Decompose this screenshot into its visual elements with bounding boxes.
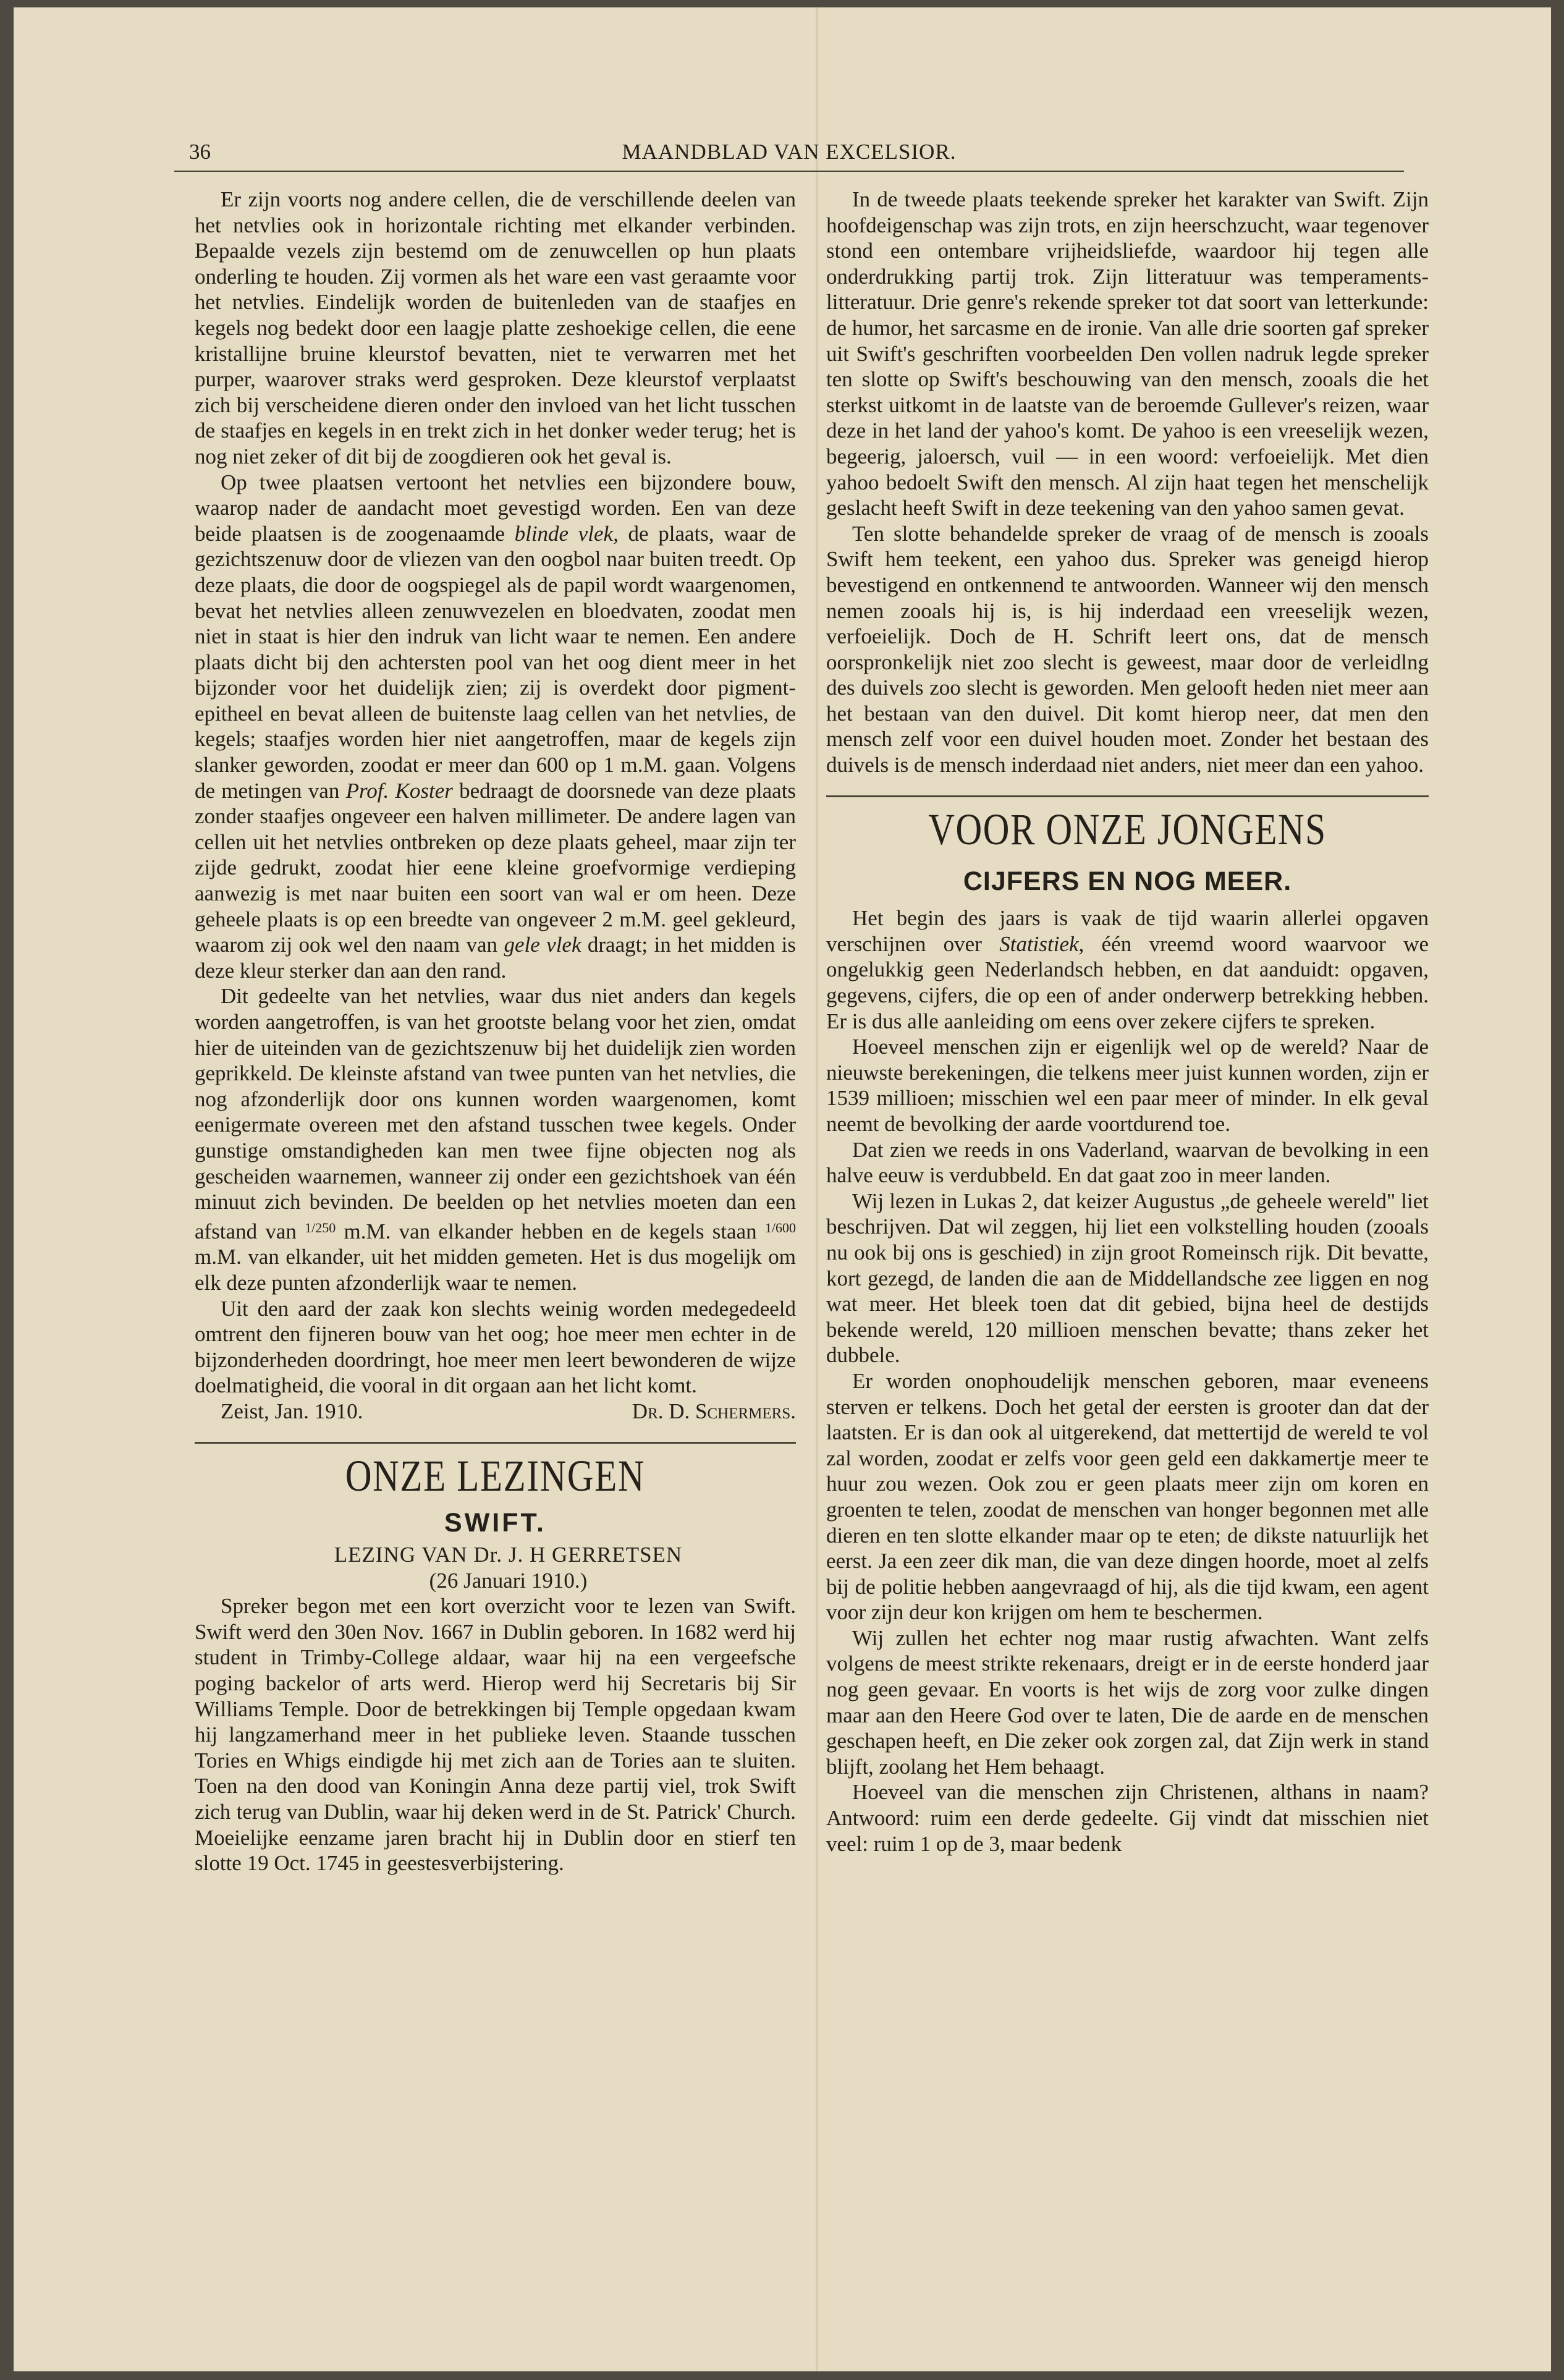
- emphasis: Statistiek,: [999, 931, 1084, 956]
- page-number: 36: [189, 140, 211, 164]
- section-title: ONZE LEZINGEN: [345, 1450, 646, 1501]
- paragraph: Spreker begon met een kort overzicht voor te lezen van Swift. Swift werd den 30en Nov. 1667 in Dublin geboren. In 1682 werd hij student in Trimby-College aldaar, waar hij na een vergeefsche poging backelor of arts werd. Hierop werd hij Secretaris bij Sir Williams Temple. Door de betrekkingen bij Temple opgedaan kwam hij langzamerhand meer in het publieke leven. Staande tusschen Tories en Whigs eindigde hij met zich aan de Tories aan te sluiten. Toen na den dood van Koningin Anna deze partij viel, trok Swift zich terug van Dublin, waar hij deken werd in de St. Patrick' Church. Moeielijke eenzame jaren bracht hij in Dublin door en stierf ten slotte 19 Oct. 1745 in geestesverbijstering.: [195, 1594, 796, 1876]
- section-title: VOOR ONZE JONGENS: [928, 804, 1327, 854]
- paragraph: Uit den aard der zaak kon slechts weinig worden medegedeeld omtrent den fijneren bouw van het oog; hoe meer men echter in de bijzonderheden doordringt, hoe meer men leert bewonderen de wijze doelmatigheid, die vooral in dit orgaan aan het licht komt.: [195, 1296, 796, 1398]
- paragraph: Er worden onophoudelijk menschen geboren, maar eveneens sterven er telkens. Doch het getal der eersten is grooter dan dat der laatsten. Er is dan ook al uitgerekend, dat mettertijd de wereld te vol zal worden, zoodat er zelfs voor geen geld een dakkamertje meer te huur zou wezen. Ook zou er geen plaats meer zijn om koren en groenten te telen, zoodat de menschen van honger begonnen met alle dieren en ten slotte elkander maar op te eten; de dikste natuurlijk het eerst. Ja een zeer dik man, die van deze dingen hoorde, moet al zelfs bij de politie hebben aangevraagd of hij, als die tijd kwam, een agent voor zijn deur kon krijgen om hem te beschermen.: [826, 1368, 1429, 1625]
- magazine-title: MAANDBLAD VAN EXCELSIOR.: [622, 140, 957, 164]
- paragraph: Hoeveel van die menschen zijn Christenen, althans in naam? Antwoord: ruim een derde gedeelte. Gij vindt dat misschien niet veel: ruim 1 op de 3, maar bedenk: [826, 1780, 1429, 1856]
- paragraph: Het begin des jaars is vaak de tijd waarin allerlei opgaven verschijnen over Statistiek, één vreemd woord waarvoor we ongelukkig geen Nederlandsch hebben, en dat aanduidt: opgaven, gegevens, cijfers, die op een of ander onderwerp betrekking hebben. Er is dus alle aanleiding om eens over zekere cijfers te spreken.: [826, 906, 1429, 1033]
- sign-author: Dr. D. Schermers.: [632, 1399, 796, 1423]
- right-column: [826, 187, 1429, 1857]
- paragraph: Dit gedeelte van het netvlies, waar dus niet anders dan kegels worden aangetroffen, is van het grootste belang voor het zien, omdat hier de uiteinden van de gezichtszenuw bij het duidelijk zien worden geprikkeld. De kleinste afstand van twee punten van het netvlies, die nog afzonderlijk door ons kunnen worden waargenomen, komt eenigermate overeen met den afstand tusschen twee kegels. Onder gunstige omstandigheden kan men twee fijne objecten nog als gescheiden waarnemen, wanneer zij onder een gezichtshoek van één minuut zich bevinden. De beelden op het netvlies moeten dan een afstand van $^{1/250}$ m.M. van elkander hebben en de kegels staan $^{1/600}$ m.M. van elkander, uit het midden gemeten. Het is dus mogelijk om elk deze punten afzonderlijk waar te nemen.: [195, 984, 797, 1295]
- article-title: CIJFERS EN NOG MEER.: [963, 866, 1292, 896]
- newspaper-page: [14, 7, 1551, 2371]
- emphasis: blinde vlek,: [514, 521, 619, 546]
- article-title: SWIFT.: [444, 1507, 546, 1538]
- paragraph: Wij zullen het echter nog maar rustig afwachten. Want zelfs volgens de meest strikte rekenaars, dreigt er in de eerste honderd jaar nog geen gevaar. En voorts is het wijs de zorg voor zulke dingen maar aan den Heere God over te laten, Die de aarde en de menschen geschapen heeft, en Die zeker ook zorgen zal, dat Zijn werk in stand blijft, zoolang het Hem behaagt.: [826, 1625, 1429, 1779]
- emphasis: gele vlek: [504, 933, 581, 957]
- page-fold: [816, 7, 818, 2371]
- paragraph: In de tweede plaats teekende spreker het karakter van Swift. Zijn hoofdeigenschap was zijn trots, en zijn heerschzucht, waar tegenover stond een ontembare vrijheidsliefde, waardoor hij tegen alle onderdrukking partij trok. Zijn litteratuur was temperaments-litteratuur. Drie genre's rekende spreker tot dat soort van letterkunde: de humor, het sarcasme en de ironie. Van alle drie soorten gaf spreker uit Swift's geschriften voorbeelden Den vollen nadruk legde spreker ten slotte op Swift's beschouwing van den mensch, zooals die het sterkst uitkomt in de laatste van de beroemde Gullever's reizen, waar deze in het land der yahoo's komt. De yahoo is een vreeselijk wezen, begeerig, jaloersch, vuil — in een woord: verfoeielijk. Met dien yahoo bedoelt Swift den mensch. Al zijn haat tegen het menschelijk geslacht heeft Swift in deze teekening van den yahoo samen gevat.: [826, 187, 1429, 520]
- fraction: 1/600: [764, 1219, 797, 1235]
- fraction: 1/250: [305, 1219, 336, 1235]
- signature-line: [221, 1399, 796, 1425]
- paragraph: Wij lezen in Lukas 2, dat keizer Augustus „de geheele wereld" liet beschrijven. Dat wil zeggen, hij liet een volkstelling houden (zooals nu ook bij ons is geschied) in zijn groot Romeinsch rijk. Dit bevatte, kort gezegd, de landen die aan de Middellandsche zee liggen en nog wat meer. Het bleek toen dat dit gebied, bijna heel de destijds bekende wereld, 120 millioen menschen bevatte; thans zeker het dubbele.: [826, 1188, 1429, 1368]
- paragraph: Er zijn voorts nog andere cellen, die de verschillende deelen van het netvlies ook in horizontale richting met elkander verbinden. Bepaalde vezels zijn bestemd om de zenuwcellen op hun plaats onderling te houden. Zij vormen als het ware een vast geraamte voor het netvlies. Eindelijk worden de buitenleden van de staafjes en kegels nog bedekt door een laagje platte zeshoekige cellen, die eene kristallijne bruine kleurstof bevatten, niet te verwarren met het purper, waarover straks werd gesproken. Deze kleurstof verplaatst zich bij verscheidene dieren onder den invloed van het licht tusschen de staafjes en kegels in en trekt zich in het donker weder terug; het is nog niet zeker of dit bij de zoogdieren ook het geval is.: [195, 187, 796, 468]
- byline: LEZING VAN Dr. J. H GERRETSEN: [334, 1543, 683, 1567]
- emphasis: Prof. Koster: [345, 778, 453, 803]
- left-column: [195, 187, 796, 1876]
- paragraph: Hoeveel menschen zijn er eigenlijk wel op de wereld? Naar de nieuwste berekeningen, die telkens meer juist kunnen worden, zijn er 1539 millioen; misschien wel een paar meer of minder. In elk geval neemt de bevolking der aarde voortdurend toe.: [826, 1035, 1429, 1136]
- paragraph: Ten slotte behandelde spreker de vraag of de mensch is zooals Swift hem teekent, een yahoo dus. Spreker was geneigd hierop bevestigend en ontkennend te antwoorden. Wanneer wij den mensch nemen zooals hij is, is hij inderdaad een vreeselijk wezen, verfoeielijk. Doch de H. Schrift leert ons, dat de mensch oorspronkelijk niet zoo slecht is geweest, maar door de verleidlng des duivels zoo slecht is geworden. Men gelooft heden niet meer aan het bestaan van den duivel. Dit komt hierop neer, dat men den mensch zelf voor een duivel houden moet. Zonder het bestaan des duivels is de mensch inderdaad niet anders, niet meer dan een yahoo.: [826, 521, 1429, 777]
- paragraph: Op twee plaatsen vertoont het netvlies een bijzondere bouw, waarop nader de aandacht moet gevestigd worden. Een van deze beide plaatsen is de zoogenaamde blinde vlek, de plaats, waar de gezichtszenuw door de vliezen van den oogbol naar buiten treedt. Op deze plaats, die door de oogspiegel als de papil wordt waargenomen, bevat het netvlies alleen zenuwvezelen en bloedvaten, zoodat men niet in staat is hier den indruk van licht waar te nemen. Een andere plaats dicht bij den achtersten pool van het oog dient meer in het bijzonder voor het duidelijk zien; zij is overdekt door pigment-epitheel en bevat alleen de buitenste laag cellen van het netvlies, de kegels; staafjes worden hier niet aangetroffen, maar de kegels zijn slanker geworden, zoodat er meer dan 600 op 1 m.M. gaan. Volgens de metingen van Prof. Koster bedraagt de doorsnede van deze plaats zonder staafjes ongeveer een halven millimeter. De andere lagen van cellen uit het netvlies ontbreken op deze plaats geheel, maar zijn ter zijde gedrukt, zoodat hier eene kleine groefvormige verdieping aanwezig is met naar buiten een soort van wal er om heen. Deze geheele plaats is op een breedte van ongeveer 2 m.M. geel gekleurd, waarom zij ook wel den naam van gele vlek draagt; in het midden is deze kleur sterker dan aan den rand.: [195, 470, 797, 983]
- dateline: (26 Januari 1910.): [429, 1568, 588, 1593]
- sign-place: Zeist, Jan. 1910.: [221, 1399, 363, 1423]
- paragraph: Dat zien we reeds in ons Vaderland, waarvan de bevolking in een halve eeuw is verdubbeld. En dat gaat zoo in meer landen.: [826, 1137, 1429, 1188]
- section-rule: [826, 795, 1429, 797]
- page-header: [174, 140, 1404, 172]
- section-rule: [195, 1442, 796, 1444]
